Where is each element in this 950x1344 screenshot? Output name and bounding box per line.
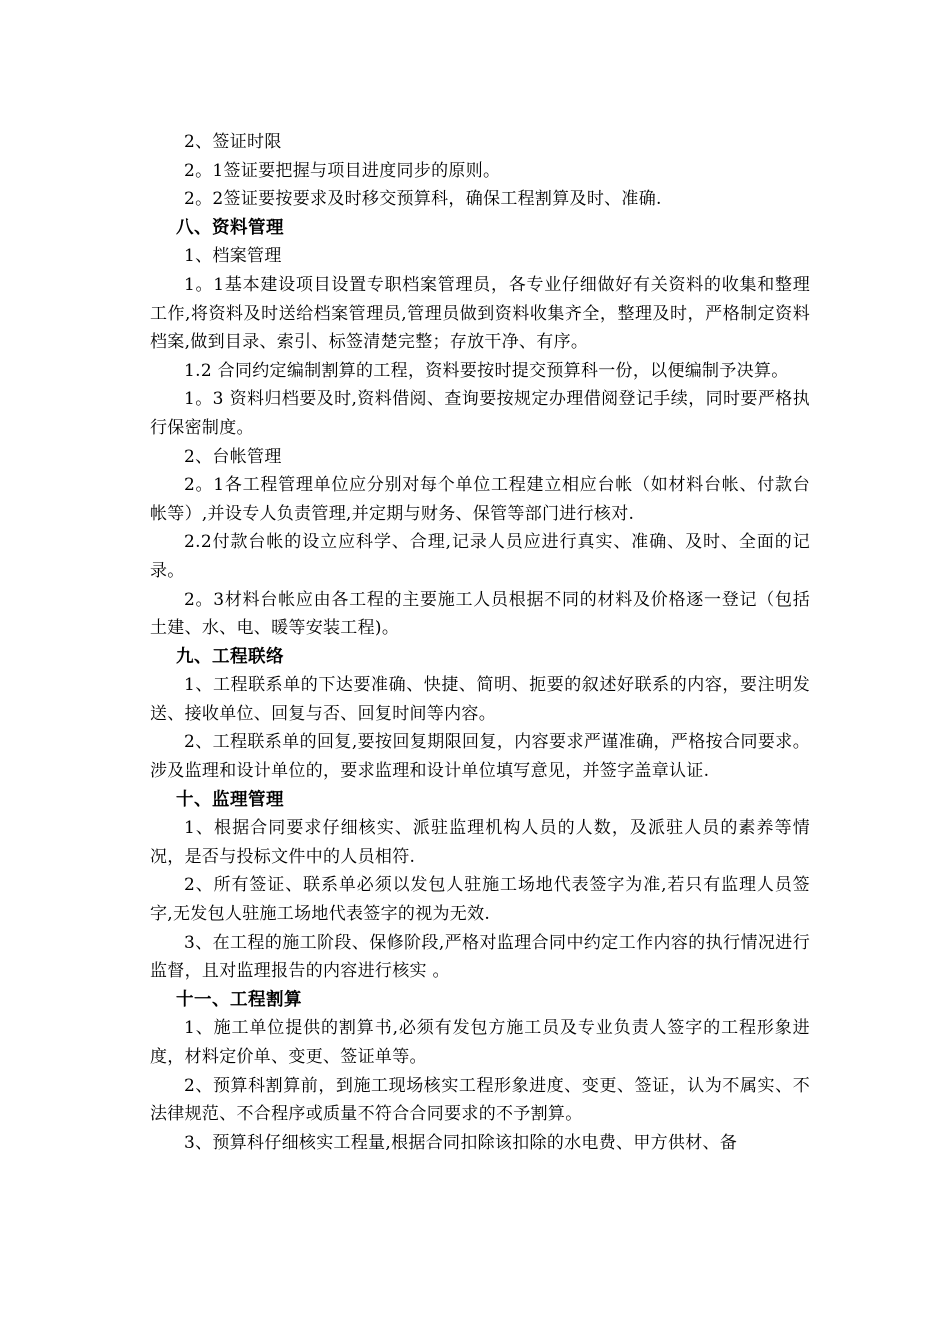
paragraph: 1、施工单位提供的割算书,必须有发包方施工员及专业负责人签字的工程形象进度，材料定价单、变更、签证单等。 [150,1018,810,1067]
paragraph: 1。1基本建设项目设置专职档案管理员，各专业仔细做好有关资料的收集和整理工作,将资料及时送给档案管理员,管理员做到资料收集齐全，整理及时，严格制定资料档案,做到目录、索引、标签清楚完整；存放干净、有序。 [150,274,810,353]
section-heading: 十、监理管理 [176,789,284,810]
section-heading: 八、资料管理 [176,217,284,238]
subsection-heading: 1、档案管理 [184,246,282,267]
section-heading: 十一、工程割算 [176,989,302,1010]
section-heading: 九、工程联络 [176,646,284,667]
paragraph: 2.2付款台帐的设立应科学、合理,记录人员应进行真实、准确、及时、全面的记录。 [150,532,810,581]
paragraph: 2、签证时限 [184,132,282,152]
document-body [150,128,810,1157]
paragraph: 2、预算科割算前，到施工现场核实工程形象进度、变更、签证，认为不属实、不法律规范、不合程序或质量不符合合同要求的不予割算。 [150,1075,810,1125]
paragraph: 2、工程联系单的回复,要按回复期限回复，内容要求严谨准确，严格按合同要求。涉及监理和设计单位的，要求监理和设计单位填写意见，并签字盖章认证. [150,732,810,782]
paragraph: 1。3 资料归档要及时,资料借阅、查询要按规定办理借阅登记手续，同时要严格执行保密制度。 [150,389,810,438]
paragraph: 3、在工程的施工阶段、保修阶段,严格对监理合同中约定工作内容的执行情况进行监督，且对监理报告的内容进行核实 。 [150,932,810,982]
paragraph: 2、所有签证、联系单必须以发包人驻施工场地代表签字为准,若只有监理人员签字,无发包人驻施工场地代表签字的视为无效. [150,875,810,925]
paragraph: 1、工程联系单的下达要准确、快捷、简明、扼要的叙述好联系的内容，要注明发送、接收单位、回复与否、回复时间等内容。 [150,675,810,724]
paragraph: 2。3材料台帐应由各工程的主要施工人员根据不同的材料及价格逐一登记（包括土建、水、电、暖等安装工程)。 [150,589,810,639]
paragraph: 2。1签证要把握与项目进度同步的原则。 [184,160,501,181]
paragraph: 1、根据合同要求仔细核实、派驻监理机构人员的人数，及派驻人员的素养等情况，是否与投标文件中的人员相符. [150,818,810,867]
paragraph: 1.2 合同约定编制割算的工程，资料要按时提交预算科一份，以便编制予决算。 [184,360,789,381]
paragraph: 2。2签证要按要求及时移交预算科，确保工程割算及时、准确. [184,189,662,210]
paragraph: 3、预算科仔细核实工程量,根据合同扣除该扣除的水电费、甲方供材、备 [184,1132,738,1153]
subsection-heading: 2、台帐管理 [184,446,282,467]
paragraph: 2。1各工程管理单位应分别对每个单位工程建立相应台帐（如材料台帐、付款台帐等）,并设专人负责管理,并定期与财务、保管等部门进行核对. [150,475,810,524]
